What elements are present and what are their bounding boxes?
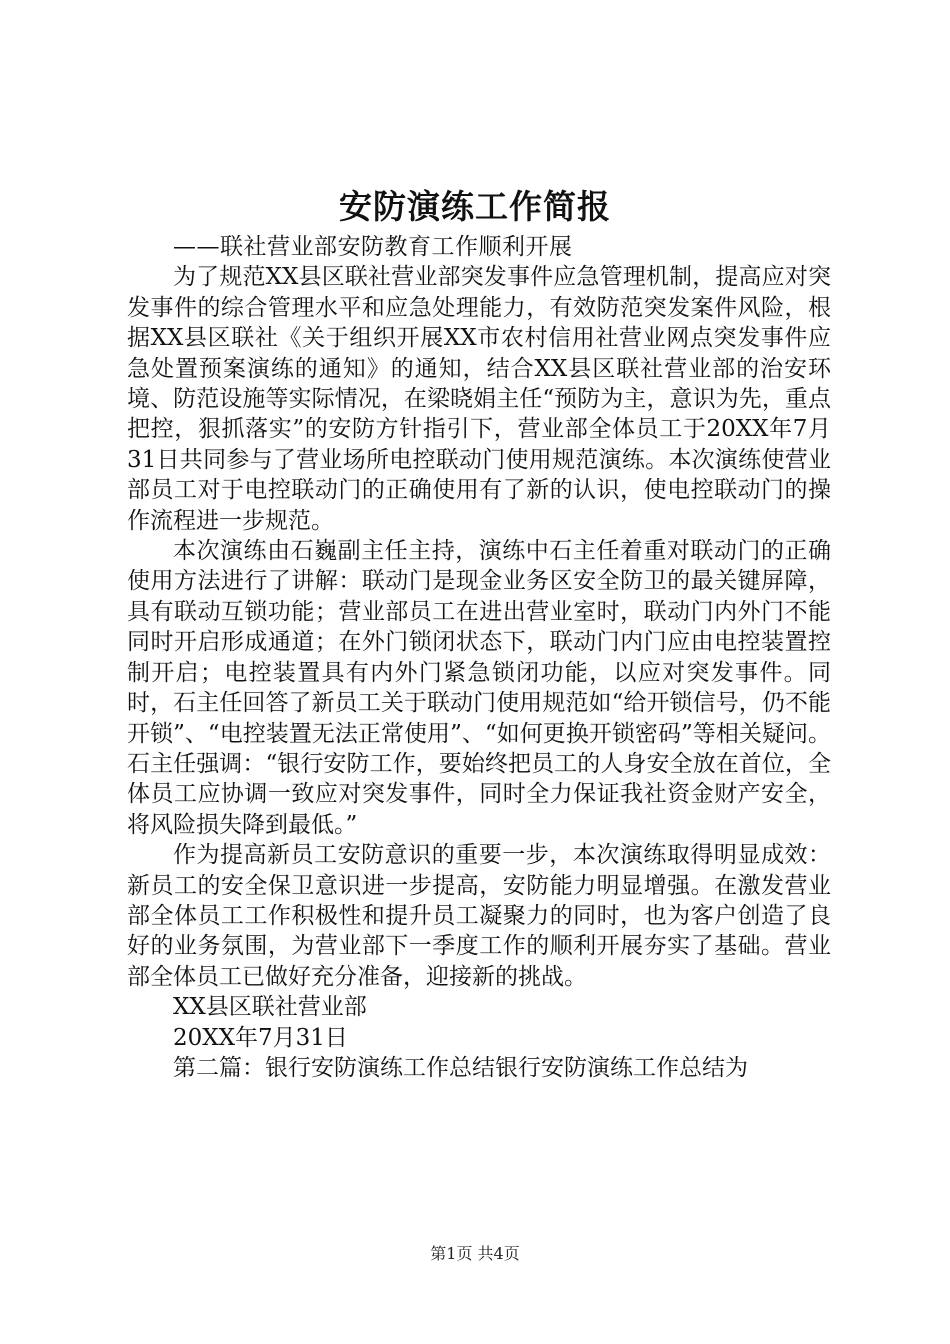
document-title: 安防演练工作简报: [339, 187, 611, 226]
signature-org: XX县区联社营业部: [173, 994, 367, 1021]
paragraph-3: 作为提高新员工安防意识的重要一步，本次演练取得明显成效：新员工的安全保卫意识进一步提高，安防能力明显增强。在激发营业部全体员工工作积极性和提升员工凝聚力的同时，也为客户创造了良好的业务氛围，为营业部下一季度工作的顺利开展夯实了基础。营业部全体员工已做好充分准备，迎接新的挑战。: [127, 842, 831, 990]
document-body: [127, 232, 831, 1083]
paragraph-2: 本次演练由石巍副主任主持，演练中石主任着重对联动门的正确使用方法进行了讲解：联动门是现金业务区安全防卫的最关键屏障，具有联动互锁功能；营业部员工在进出营业室时，联动门内外门不能同时开启形成通道；在外门锁闭状态下，联动门内门应由电控装置控制开启；电控装置具有内外门紧急锁闭功能，以应对突发事件。同时，石主任回答了新员工关于联动门使用规范如“给开锁信号，仍不能开锁”、“电控装置无法正常使用”、“如何更换开锁密码”等相关疑问。石主任强调：“银行安防工作，要始终把员工的人身安全放在首位，全体员工应协调一致应对突发事件，同时全力保证我社资金财产安全，将风险损失降到最低。”: [127, 538, 831, 838]
page-footer: 第1页 共4页: [430, 1244, 520, 1263]
second-section-heading: 第二篇：银行安防演练工作总结银行安防演练工作总结为: [173, 1054, 748, 1081]
document-subtitle: ——联社营业部安防教育工作顺利开展: [173, 234, 573, 260]
signature-date: 20XX年7月31日: [173, 1024, 348, 1051]
paragraph-1: 为了规范XX县区联社营业部突发事件应急管理机制，提高应对突发事件的综合管理水平和应急处理能力，有效防范突发案件风险，根据XX县区联社《关于组织开展XX市农村信用社营业网点突发事件应急处置预案演练的通知》的通知，结合XX县区联社营业部的治安环境、防范设施等实际情况，在梁晓娟主任“预防为主，意识为先，重点把控，狠抓落实”的安防方针指引下，营业部全体员工于20XX年7月31日共同参与了营业场所电控联动门使用规范演练。本次演练使营业部员工对于电控联动门的正确使用有了新的认识，使电控联动门的操作流程进一步规范。: [127, 264, 831, 534]
